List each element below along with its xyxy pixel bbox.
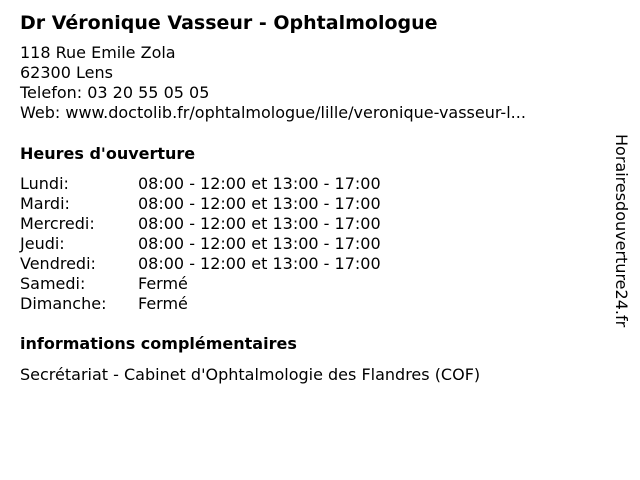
hours-time: 08:00 - 12:00 et 13:00 - 17:00 [138, 194, 381, 213]
site-watermark: Horairesdouverture24.fr [612, 134, 631, 328]
hours-row-thursday [20, 234, 381, 254]
hours-row-wednesday [20, 214, 381, 234]
hours-table [20, 174, 381, 314]
hours-time: Fermé [138, 294, 188, 313]
hours-time: Fermé [138, 274, 188, 293]
hours-row-friday [20, 254, 381, 274]
address-web: Web: www.doctolib.fr/ophtalmologue/lille/veronique-vasseur-l... [20, 103, 526, 122]
hours-heading: Heures d'ouverture [20, 144, 196, 163]
hours-row-monday [20, 174, 381, 194]
address-city: 62300 Lens [20, 63, 113, 82]
hours-day: Mercredi: [20, 214, 95, 233]
address-phone: Telefon: 03 20 55 05 05 [20, 83, 210, 102]
hours-row-tuesday [20, 194, 381, 214]
info-text: Secrétariat - Cabinet d'Ophtalmologie des Flandres (COF) [20, 365, 481, 384]
hours-day: Mardi: [20, 194, 70, 213]
hours-day: Dimanche: [20, 294, 107, 313]
address-street: 118 Rue Emile Zola [20, 43, 176, 62]
info-heading: informations complémentaires [20, 334, 297, 353]
hours-time: 08:00 - 12:00 et 13:00 - 17:00 [138, 234, 381, 253]
page-title: Dr Véronique Vasseur - Ophtalmologue [20, 12, 438, 34]
hours-day: Lundi: [20, 174, 69, 193]
hours-row-saturday [20, 274, 381, 294]
hours-time: 08:00 - 12:00 et 13:00 - 17:00 [138, 214, 381, 233]
hours-row-sunday [20, 294, 381, 314]
hours-day: Samedi: [20, 274, 86, 293]
address-block [20, 43, 526, 123]
hours-day: Jeudi: [20, 234, 65, 253]
hours-time: 08:00 - 12:00 et 13:00 - 17:00 [138, 174, 381, 193]
hours-day: Vendredi: [20, 254, 96, 273]
hours-time: 08:00 - 12:00 et 13:00 - 17:00 [138, 254, 381, 273]
